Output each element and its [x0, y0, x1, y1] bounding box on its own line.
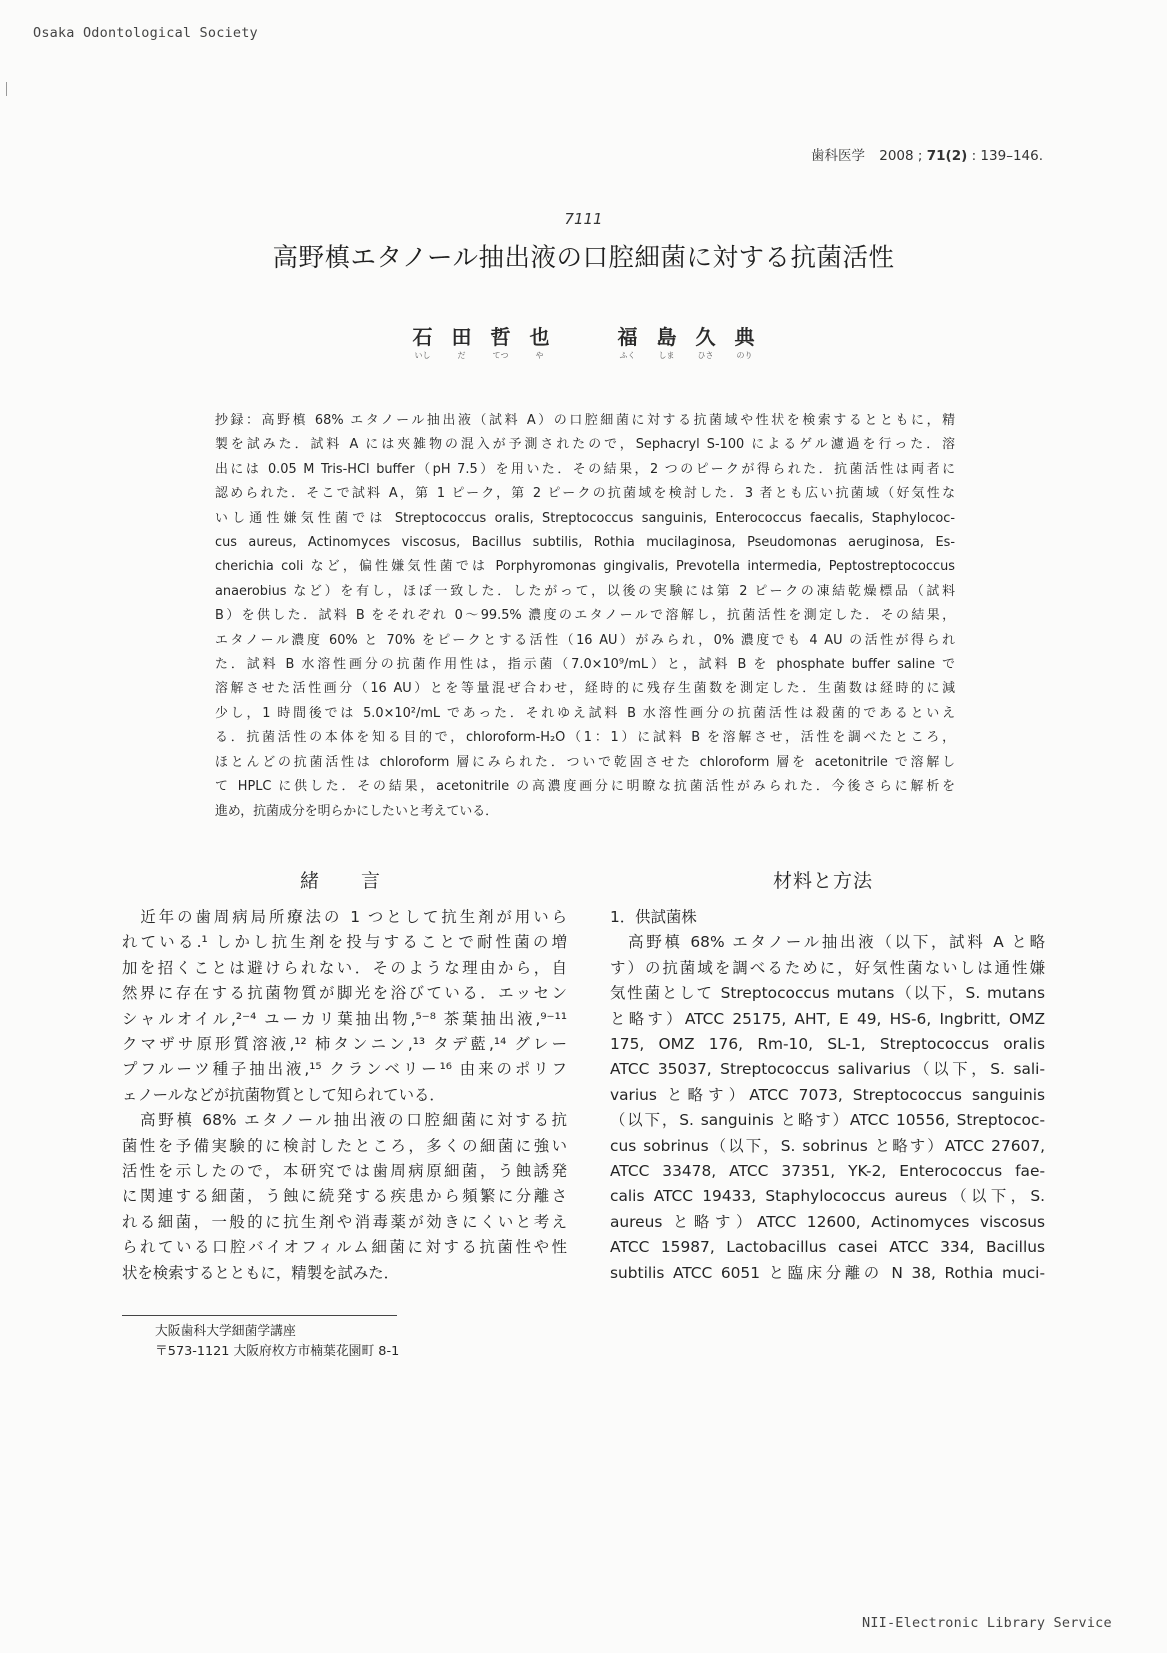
- author-ruby: のり: [736, 351, 753, 360]
- citation-year: 2008: [879, 148, 914, 164]
- author-ruby: だ: [457, 351, 466, 360]
- abstract-line: 抄録：高野槙 68% エタノール抽出液（試料 A）の口腔細菌に対する抗菌域や性状を検索するとともに，精: [215, 413, 955, 428]
- methods-column: [610, 905, 1045, 1286]
- author-kanji: 也: [529, 325, 550, 349]
- methods-line: 高野槙 68% エタノール抽出液（以下，試料 A と略: [610, 933, 1045, 952]
- introduction-heading: 緒 言: [300, 870, 399, 892]
- author-ruby: いし: [414, 351, 431, 360]
- intro-line: 近年の歯周病局所療法の 1 つとして抗生剤が用いら: [122, 908, 567, 926]
- intro-line: れる細菌，一般的に抗生剤や消毒薬が効きにくいと考え: [122, 1212, 567, 1231]
- abstract-line: 製を試みた．試料 A には夾雑物の混入が予測されたので，Sephacryl S-100 によるゲル濾過を行った．溶: [215, 437, 955, 453]
- scan-edge-mark: [6, 82, 7, 96]
- author-kanji: 島: [656, 325, 677, 349]
- methods-heading: 材料と方法: [773, 870, 874, 892]
- author-list: [0, 326, 1167, 361]
- footnote-line: 大阪歯科大学細菌学講座: [155, 1324, 296, 1339]
- intro-line: シャルオイル,²⁻⁴ ユーカリ葉抽出物,⁵⁻⁸ 茶葉抽出液,⁹⁻¹¹: [122, 1009, 567, 1028]
- methods-subheading: 1．供試菌株: [610, 908, 697, 926]
- introduction-column: [122, 905, 567, 1286]
- author-kanji: 久: [695, 325, 716, 349]
- abstract-line: anaerobius など）を有し，ほぼ一致した．したがって，以後の実験には第 2 ピークの凍結乾燥標品（試料: [215, 583, 955, 599]
- journal-name: 歯科医学: [810, 148, 865, 164]
- intro-line: 活性を示したので，本研究では歯周病原細菌，う蝕誘発: [122, 1162, 567, 1181]
- intro-line: に関連する細菌，う蝕に続発する疾患から頻繁に分離さ: [122, 1187, 567, 1206]
- citation-pages: 139–146.: [980, 148, 1043, 164]
- intro-line: 状を検索するとともに，精製を試みた．: [122, 1263, 400, 1282]
- abstract-line: 出には 0.05 M Tris-HCl buffer（pH 7.5）を用いた．その結果，2 つのピークが得られた．抗菌活性は両者に: [215, 461, 955, 477]
- running-header: Osaka Odontological Society: [33, 25, 258, 41]
- author-ruby: や: [535, 351, 544, 360]
- footer-service: NII-Electronic Library Service: [862, 1615, 1112, 1631]
- author-kanji: 石: [412, 325, 433, 349]
- author-ruby: てつ: [492, 351, 509, 360]
- methods-line: varius と略す）ATCC 7073, Streptococcus sanguinis: [610, 1085, 1045, 1104]
- abstract-line: エタノール濃度 60% と 70% をピークとする活性（16 AU）がみられ，0% 濃度でも 4 AU の活性が得られ: [215, 632, 955, 648]
- methods-line: と略す）ATCC 25175, AHT, E 49, HS-6, Ingbritt, OMZ: [610, 1009, 1045, 1028]
- methods-line: calis ATCC 19433, Staphylococcus aureus（以下，S.: [610, 1187, 1045, 1206]
- abstract-line: た．試料 B 水溶性画分の抗菌作用性は，指示菌（7.0×10⁹/mL）と，試料 B を phosphate buffer saline で: [215, 657, 955, 673]
- abstract-line: 少し，1 時間後では 5.0×10²/mL であった．それゆえ試料 B 水溶性画分の抗菌活性は殺菌的であるといえ: [215, 705, 955, 721]
- abstract: [215, 409, 955, 824]
- methods-line: す）の抗菌域を調べるために，好気性菌ないしは通性嫌: [610, 958, 1045, 977]
- abstract-line: いし通性嫌気性菌では Streptococcus oralis, Streptococcus sanguinis, Enterococcus faecalis, Staphylococ-: [215, 510, 955, 526]
- author-kanji: 福: [617, 325, 638, 349]
- author-ruby: しま: [658, 351, 675, 360]
- methods-line: ATCC 15987, Lactobacillus casei ATCC 334, Bacillus: [610, 1238, 1045, 1257]
- abstract-line: 認められた．そこで試料 A，第 1 ピーク，第 2 ピークの抗菌域を検討した．3 者とも広い抗菌域（好気性な: [215, 486, 955, 502]
- abstract-line: ほとんどの抗菌活性は chloroform 層にみられた．ついで乾固させた chloroform 層を acetonitrile で溶解し: [215, 754, 955, 770]
- methods-line: 175, OMZ 176, Rm-10, SL-1, Streptococcus oralis: [610, 1035, 1045, 1054]
- methods-line: ATCC 35037, Streptococcus salivarius（以下，S. sali-: [610, 1060, 1045, 1079]
- paper-title: 高野槙エタノール抽出液の口腔細菌に対する抗菌活性: [272, 243, 895, 273]
- affiliation-footnote: [155, 1322, 399, 1362]
- abstract-line: 溶解させた活性画分（16 AU）とを等量混ぜ合わせ，経時的に残存生菌数を測定した．生菌数は経時的に減: [215, 681, 955, 697]
- intro-line: 加を招くことは避けられない．そのような理由から，自: [122, 958, 567, 977]
- methods-line: ATCC 33478, ATCC 37351, YK-2, Enterococcus fae-: [610, 1162, 1045, 1181]
- abstract-line: 進め，抗菌成分を明らかにしたいと考えている．: [215, 803, 499, 819]
- author-1: [408, 326, 555, 361]
- abstract-line: cus aureus, Actinomyces viscosus, Bacillus subtilis, Rothia mucilaginosa, Pseudomonas aeruginosa, Es-: [215, 535, 955, 551]
- abstract-line: て HPLC に供した．その結果，acetonitrile の高濃度画分に明瞭な抗菌活性がみられた．今後さらに解析を: [215, 779, 955, 795]
- methods-line: subtilis ATCC 6051 と臨床分離の N 38, Rothia muci-: [610, 1263, 1045, 1282]
- author-2: [613, 326, 760, 361]
- intro-line: 菌性を予備実験的に検討したところ，多くの細菌に強い: [122, 1136, 567, 1155]
- abstract-line: cherichia coli など，偏性嫌気性菌では Porphyromonas gingivalis, Prevotella intermedia, Peptostreptococcus: [215, 559, 955, 575]
- intro-line: られている口腔バイオフィルム細菌に対する抗菌性や性: [122, 1238, 567, 1257]
- paper-number: 7111: [564, 210, 603, 228]
- methods-line: cus sobrinus（以下，S. sobrinus と略す）ATCC 27607,: [610, 1136, 1045, 1155]
- abstract-line: B）を供した．試料 B をそれぞれ 0〜99.5% 濃度のエタノールで溶解し，抗菌活性を測定した．その結果，: [215, 608, 955, 624]
- author-ruby: ひさ: [697, 351, 714, 360]
- citation-volume: 71: [926, 148, 946, 164]
- methods-line: （以下，S. sanguinis と略す）ATCC 10556, Streptococ-: [610, 1111, 1045, 1130]
- intro-line: ェノールなどが抗菌物質として知られている．: [122, 1085, 445, 1104]
- intro-line: 高野槙 68% エタノール抽出液の口腔細菌に対する抗: [122, 1111, 567, 1130]
- intro-line: れている.¹ しかし抗生剤を投与することで耐性菌の増: [122, 933, 567, 952]
- intro-line: プフルーツ種子抽出液,¹⁵ クランベリー¹⁶ 由来のポリフ: [122, 1060, 567, 1079]
- citation-issue: (2): [945, 148, 968, 164]
- footnote-divider: [122, 1315, 397, 1316]
- intro-line: 然界に存在する抗菌物質が脚光を浴びている．エッセン: [122, 984, 567, 1003]
- methods-line: 気性菌として Streptococcus mutans（以下，S. mutans: [610, 984, 1045, 1003]
- footnote-line: 〒573-1121 大阪府枚方市楠葉花園町 8-1: [155, 1344, 400, 1359]
- methods-line: aureus と略す）ATCC 12600, Actinomyces viscosus: [610, 1212, 1045, 1231]
- author-kanji: 典: [734, 325, 755, 349]
- author-kanji: 田: [451, 325, 472, 349]
- journal-citation: 歯科医学 2008 ; 71(2) : 139–146.: [810, 148, 1043, 164]
- author-kanji: 哲: [490, 325, 511, 349]
- intro-line: クマザサ原形質溶液,¹² 柿タンニン,¹³ タデ藍,¹⁴ グレー: [122, 1035, 567, 1054]
- author-ruby: ふく: [619, 351, 636, 360]
- abstract-line: る．抗菌活性の本体を知る目的で，chloroform-H₂O（1：1）に試料 B を溶解させ，活性を調べたところ，: [215, 730, 955, 746]
